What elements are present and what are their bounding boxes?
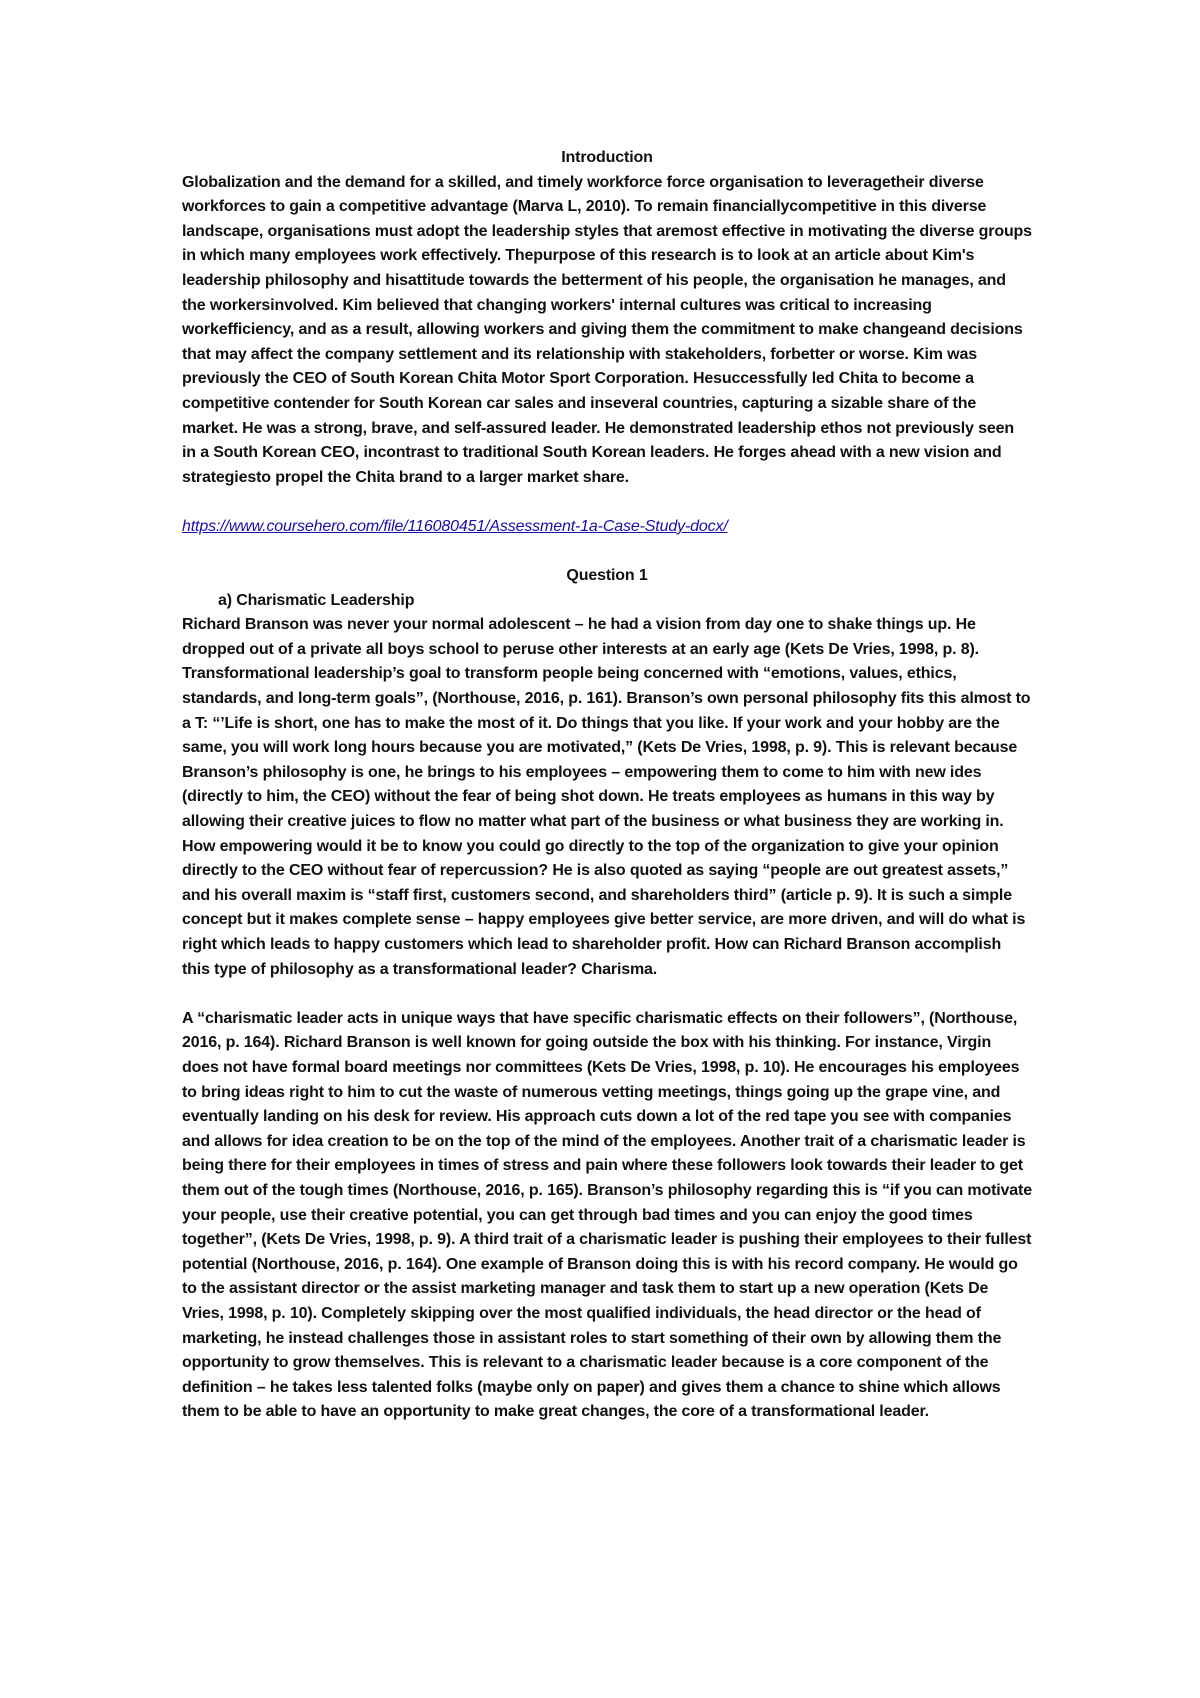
- spacer: [182, 540, 1032, 565]
- question-1-heading: Question 1: [566, 567, 648, 585]
- introduction-heading: Introduction: [561, 149, 653, 166]
- charismatic-leadership-subheading: a) Charismatic Leadership: [218, 591, 415, 609]
- question-1-paragraph-2: A “charismatic leader acts in unique ways that have specific charismatic effects on their followers”, (Northouse, 2016, p. 164). Richard Branson is well known for going outside the box with his thinking. For instance, Virgin does not have formal board meetings nor committees (Kets De Vries, 1998, p. 10). He encourages his employees to bring ideas right to him to cut the waste of numerous vetting meetings, things going up the grape vine, and eventually landing on his desk for review. His approach cuts down a lot of the red tape you see with companies and allows for idea creation to be on the top of the mind of the employees. Another trait of a charismatic leader is being there for their employees in times of stress and pain where these followers look towards their leader to get them out of the tough times (Northouse, 2016, p. 165). Branson’s philosophy regarding this is “if you can motivate your people, use their creative potential, you can get through bad times and you can enjoy the good times together”, (Kets De Vries, 1998, p. 9). A third trait of a charismatic leader is pushing their employees to their fullest potential (Northouse, 2016, p. 164). One example of Branson doing this is with his record company. He would go to the assistant director or the assist marketing manager and task them to start up a new operation (Kets De Vries, 1998, p. 10). Completely skipping over the most qualified individuals, the head director or the head of marketing, he instead challenges those in assistant roles to start something of their own by allowing them the opportunity to grow themselves. This is relevant to a charismatic leader because is a core component of the definition – he takes less talented folks (maybe only on paper) and gives them a chance to shine which allows them to be able to have an opportunity to make great changes, the core of a transformational leader.: [182, 1009, 1032, 1421]
- spacer: [182, 982, 1032, 1007]
- document-page: [182, 146, 1032, 1425]
- question-1-paragraph-1: Richard Branson was never your normal adolescent – he had a vision from day one to shake things up. He dropped out of a private all boys school to peruse other interests at an early age (Kets De Vries, 1998, p. 8). Transformational leadership’s goal to transform people being concerned with “emotions, values, ethics, standards, and long-term goals”, (Northouse, 2016, p. 161). Branson’s own personal philosophy fits this almost to a T: “’Life is short, one has to make the most of it. Do things that you like. If your work and your hobby are the same, you will work long hours because you are motivated,” (Kets De Vries, 1998, p. 9). This is relevant because Branson’s philosophy is one, he brings to his employees – empowering them to come to him with new ides (directly to him, the CEO) without the fear of being shot down. He treats employees as humans in this way by allowing their creative juices to flow no matter what part of the business or what business they are working in. How empowering would it be to know you could go directly to the top of the organization to give your opinion directly to the CEO without fear of repercussion? He is also quoted as saying “people are out greatest assets,” and his overall maxim is “staff first, customers second, and shareholders third” (article p. 9). It is such a simple concept but it makes complete sense – happy employees give better service, are more driven, and will do what is right which leads to happy customers which lead to shareholder profit. How can Richard Branson accomplish this type of philosophy as a transformational leader? Charisma.: [182, 616, 1031, 978]
- spacer: [182, 490, 1032, 515]
- reference-link[interactable]: https://www.coursehero.com/file/116080451/Assessment-1a-Case-Study-docx/: [182, 517, 728, 535]
- introduction-paragraph: Globalization and the demand for a skilled, and timely workforce force organisation to leveragetheir diverse workforces to gain a competitive advantage (Marva L, 2010). To remain financiallycompetitive in this diverse landscape, organisations must adopt the leadership styles that aremost effective in motivating the diverse groups in which many employees work effectively. Thepurpose of this research is to look at an article about Kim's leadership philosophy and hisattitude towards the betterment of his people, the organisation he manages, and the workersinvolved. Kim believed that changing workers' internal cultures was critical to increasing workefficiency, and as a result, allowing workers and giving them the commitment to make changeand decisions that may affect the company settlement and its relationship with stakeholders, forbetter or worse. Kim was previously the CEO of South Korean Chita Motor Sport Corporation. Hesuccessfully led Chita to become a competitive contender for South Korean car sales and inseveral countries, capturing a sizable share of the market. He was a strong, brave, and self-assured leader. He demonstrated leadership ethos not previously seen in a South Korean CEO, incontrast to traditional South Korean leaders. He forges ahead with a new vision and strategiesto propel the Chita brand to a larger market share.: [182, 173, 1032, 486]
